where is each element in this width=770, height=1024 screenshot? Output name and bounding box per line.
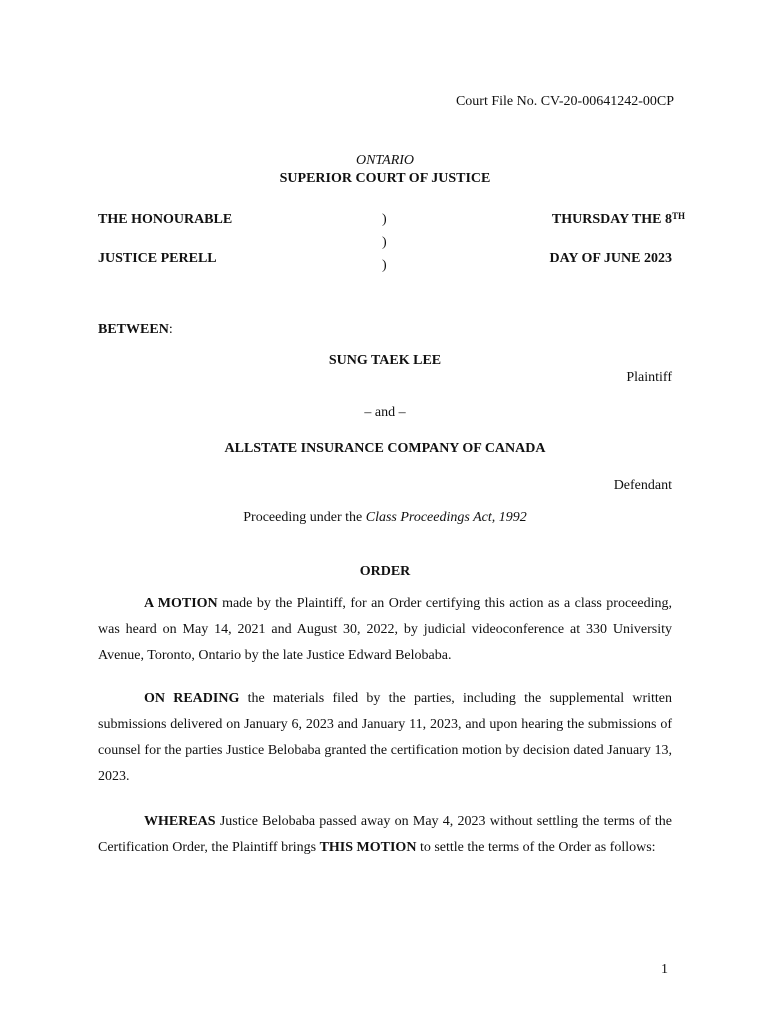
bracket-2: )	[382, 235, 387, 250]
paragraph-whereas-bold: THIS MOTION	[319, 840, 417, 855]
hearing-day	[552, 212, 685, 229]
hearing-day-suffix: TH	[671, 211, 685, 221]
paragraph-reading	[98, 686, 672, 790]
paragraph-whereas-lead: WHEREAS	[144, 814, 216, 829]
paragraph-motion-lead: A MOTION	[144, 596, 218, 611]
paragraph-whereas	[98, 809, 672, 861]
between-label	[98, 322, 173, 339]
judge-title: THE HONOURABLE	[98, 212, 233, 227]
paragraph-motion-text: made by the Plaintiff, for an Order certifying this action as a class proceeding, was heard on May 14, 2021 and August 30, 2022, by judicial videoconference at 330 University Avenue, Toronto, Ontario by the late Justice Edward Belobaba.	[98, 596, 672, 663]
paragraph-whereas-text-a: Justice Belobaba passed away on May 4, 2023 without settling the terms of the Certification Order, the Plaintiff brings	[98, 814, 672, 855]
between-colon: :	[168, 322, 173, 337]
bracket-1: )	[382, 212, 387, 227]
defendant-role: Defendant	[613, 478, 672, 493]
paragraph-whereas-text-c: to settle the terms of the Order as follows:	[416, 840, 656, 855]
paragraph-motion	[98, 591, 672, 669]
proceeding-act: Class Proceedings Act, 1992	[365, 510, 527, 525]
paragraph-reading-lead: ON READING	[144, 691, 240, 706]
court-file-number: Court File No. CV-20-00641242-00CP	[455, 94, 674, 109]
defendant-name: ALLSTATE INSURANCE COMPANY OF CANADA	[224, 441, 546, 456]
hearing-day-text: THURSDAY THE 8	[551, 212, 672, 227]
province-heading: ONTARIO	[355, 153, 415, 168]
plaintiff-name: SUNG TAEK LEE	[328, 353, 442, 368]
order-title: ORDER	[359, 564, 411, 579]
judge-name: JUSTICE PERELL	[98, 251, 217, 266]
page-number: 1	[661, 962, 668, 977]
between-text: BETWEEN	[98, 322, 169, 337]
paragraph-reading-text: the materials filed by the parties, including the supplemental written submissions delivered on January 6, 2023 and January 11, 2023, and upon hearing the submissions of counsel for the parties Justice Belobaba granted the certification motion by decision dated January 13, 2023.	[98, 691, 672, 784]
and-separator: – and –	[364, 405, 406, 420]
court-heading: SUPERIOR COURT OF JUSTICE	[279, 171, 491, 186]
hearing-month-year: DAY OF JUNE 2023	[549, 251, 672, 266]
proceeding-prefix: Proceeding under the	[243, 510, 366, 525]
bracket-3: )	[382, 258, 387, 273]
proceeding-line	[0, 510, 770, 527]
plaintiff-role: Plaintiff	[626, 370, 672, 385]
